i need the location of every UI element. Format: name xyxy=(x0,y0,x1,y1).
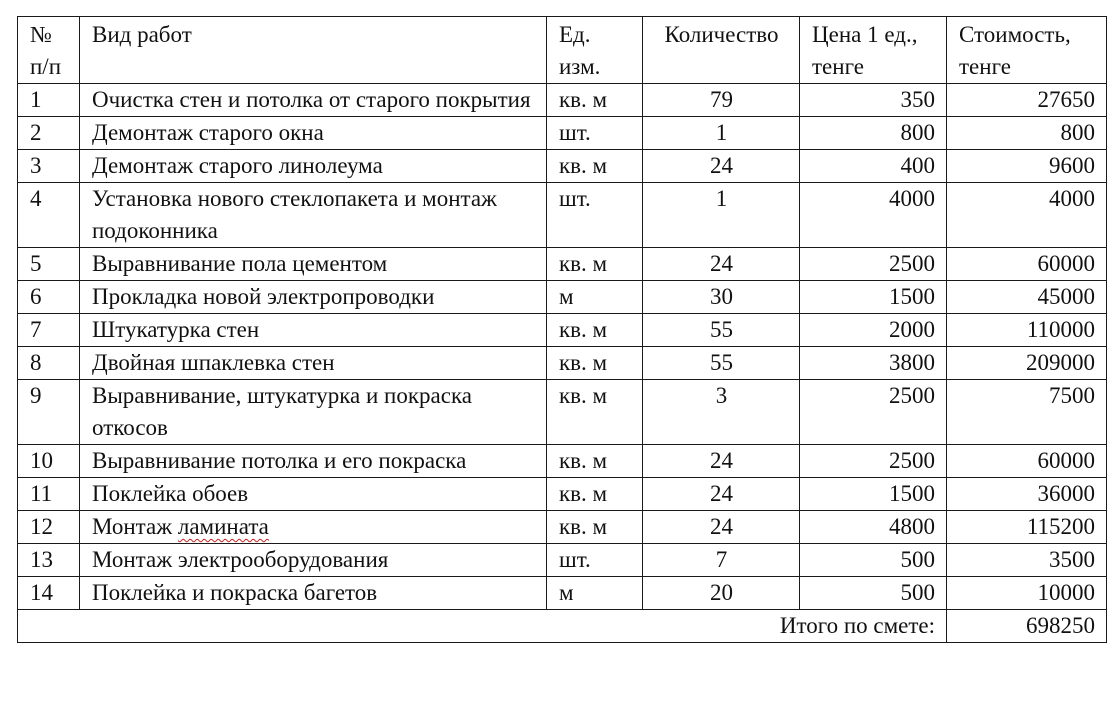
cell-num: 10 xyxy=(18,445,80,478)
estimate-table xyxy=(17,16,1107,643)
table-row xyxy=(18,544,1107,577)
cell-unit: м xyxy=(547,281,643,314)
table-row xyxy=(18,183,1107,248)
cell-cost: 60000 xyxy=(947,445,1107,478)
cell-cost: 110000 xyxy=(947,314,1107,347)
cell-quantity: 24 xyxy=(643,445,800,478)
cell-quantity: 24 xyxy=(643,150,800,183)
cell-unit: кв. м xyxy=(547,84,643,117)
cell-quantity: 55 xyxy=(643,314,800,347)
cell-num: 2 xyxy=(18,117,80,150)
cell-quantity: 24 xyxy=(643,478,800,511)
cell-cost: 9600 xyxy=(947,150,1107,183)
header-unit-price: Цена 1 ед., тенге xyxy=(800,17,947,84)
cell-unit-price: 2000 xyxy=(800,314,947,347)
cell-work-type: Выравнивание, штукатурка и покраска откосов xyxy=(80,380,547,445)
cell-unit-price: 400 xyxy=(800,150,947,183)
cell-unit: кв. м xyxy=(547,380,643,445)
cell-cost: 60000 xyxy=(947,248,1107,281)
total-row xyxy=(18,610,1107,643)
cell-cost: 45000 xyxy=(947,281,1107,314)
cell-unit-price: 500 xyxy=(800,544,947,577)
cell-num: 5 xyxy=(18,248,80,281)
cell-quantity: 30 xyxy=(643,281,800,314)
cell-unit: шт. xyxy=(547,183,643,248)
table-row xyxy=(18,478,1107,511)
cell-work-type: Двойная шпаклевка стен xyxy=(80,347,547,380)
cell-work-type: Монтаж ламината xyxy=(80,511,547,544)
cell-unit-price: 4000 xyxy=(800,183,947,248)
cell-cost: 3500 xyxy=(947,544,1107,577)
cell-work-type: Поклейка и покраска багетов xyxy=(80,577,547,610)
table-row xyxy=(18,150,1107,183)
cell-quantity: 24 xyxy=(643,248,800,281)
header-unit: Ед. изм. xyxy=(547,17,643,84)
cell-work-type: Демонтаж старого окна xyxy=(80,117,547,150)
cell-cost: 10000 xyxy=(947,577,1107,610)
cell-unit: кв. м xyxy=(547,314,643,347)
cell-work-type: Выравнивание потолка и его покраска xyxy=(80,445,547,478)
cell-num: 1 xyxy=(18,84,80,117)
cell-work-type: Очистка стен и потолка от старого покрытия xyxy=(80,84,547,117)
cell-unit: кв. м xyxy=(547,478,643,511)
cell-num: 11 xyxy=(18,478,80,511)
cell-num: 8 xyxy=(18,347,80,380)
cell-num: 12 xyxy=(18,511,80,544)
spellcheck-flagged-word: ламината xyxy=(177,514,269,539)
cell-unit-price: 3800 xyxy=(800,347,947,380)
cell-quantity: 79 xyxy=(643,84,800,117)
cell-quantity: 20 xyxy=(643,577,800,610)
cell-num: 9 xyxy=(18,380,80,445)
cell-quantity: 7 xyxy=(643,544,800,577)
cell-work-type: Штукатурка стен xyxy=(80,314,547,347)
cell-num: 14 xyxy=(18,577,80,610)
cell-cost: 115200 xyxy=(947,511,1107,544)
cell-cost: 7500 xyxy=(947,380,1107,445)
cell-unit-price: 1500 xyxy=(800,281,947,314)
cell-unit-price: 350 xyxy=(800,84,947,117)
cell-unit: кв. м xyxy=(547,248,643,281)
cell-unit-price: 2500 xyxy=(800,445,947,478)
cell-unit-price: 2500 xyxy=(800,380,947,445)
cell-unit: кв. м xyxy=(547,511,643,544)
cell-unit-price: 2500 xyxy=(800,248,947,281)
cell-unit: кв. м xyxy=(547,150,643,183)
table-row xyxy=(18,84,1107,117)
header-row xyxy=(18,17,1107,84)
cell-quantity: 1 xyxy=(643,117,800,150)
cell-unit: шт. xyxy=(547,117,643,150)
cell-unit: м xyxy=(547,577,643,610)
table-row xyxy=(18,577,1107,610)
header-work-type: Вид работ xyxy=(80,17,547,84)
header-quantity: Количество xyxy=(643,17,800,84)
table-row xyxy=(18,314,1107,347)
total-value: 698250 xyxy=(947,610,1107,643)
header-num: № п/п xyxy=(18,17,80,84)
table-row xyxy=(18,347,1107,380)
table-row xyxy=(18,248,1107,281)
cell-work-type: Прокладка новой электропроводки xyxy=(80,281,547,314)
table-body xyxy=(18,84,1107,610)
cell-quantity: 24 xyxy=(643,511,800,544)
cell-work-type: Выравнивание пола цементом xyxy=(80,248,547,281)
total-label: Итого по смете: xyxy=(18,610,947,643)
cell-unit-price: 800 xyxy=(800,117,947,150)
header-cost: Стоимость, тенге xyxy=(947,17,1107,84)
cell-cost: 800 xyxy=(947,117,1107,150)
table-row xyxy=(18,117,1107,150)
table-row xyxy=(18,380,1107,445)
cell-cost: 27650 xyxy=(947,84,1107,117)
table-row xyxy=(18,511,1107,544)
cell-unit: шт. xyxy=(547,544,643,577)
table-header xyxy=(18,17,1107,84)
cell-unit-price: 500 xyxy=(800,577,947,610)
cell-num: 7 xyxy=(18,314,80,347)
table-row xyxy=(18,445,1107,478)
cell-unit-price: 1500 xyxy=(800,478,947,511)
cell-work-type: Поклейка обоев xyxy=(80,478,547,511)
cell-work-type: Монтаж электрооборудования xyxy=(80,544,547,577)
table-row xyxy=(18,281,1107,314)
cell-cost: 209000 xyxy=(947,347,1107,380)
cell-cost: 4000 xyxy=(947,183,1107,248)
cell-work-type: Демонтаж старого линолеума xyxy=(80,150,547,183)
cell-unit: кв. м xyxy=(547,347,643,380)
cell-quantity: 55 xyxy=(643,347,800,380)
cell-num: 13 xyxy=(18,544,80,577)
cell-quantity: 3 xyxy=(643,380,800,445)
cell-work-type: Установка нового стеклопакета и монтаж подоконника xyxy=(80,183,547,248)
cell-cost: 36000 xyxy=(947,478,1107,511)
cell-num: 3 xyxy=(18,150,80,183)
cell-unit: кв. м xyxy=(547,445,643,478)
cell-num: 4 xyxy=(18,183,80,248)
cell-unit-price: 4800 xyxy=(800,511,947,544)
cell-quantity: 1 xyxy=(643,183,800,248)
cell-num: 6 xyxy=(18,281,80,314)
